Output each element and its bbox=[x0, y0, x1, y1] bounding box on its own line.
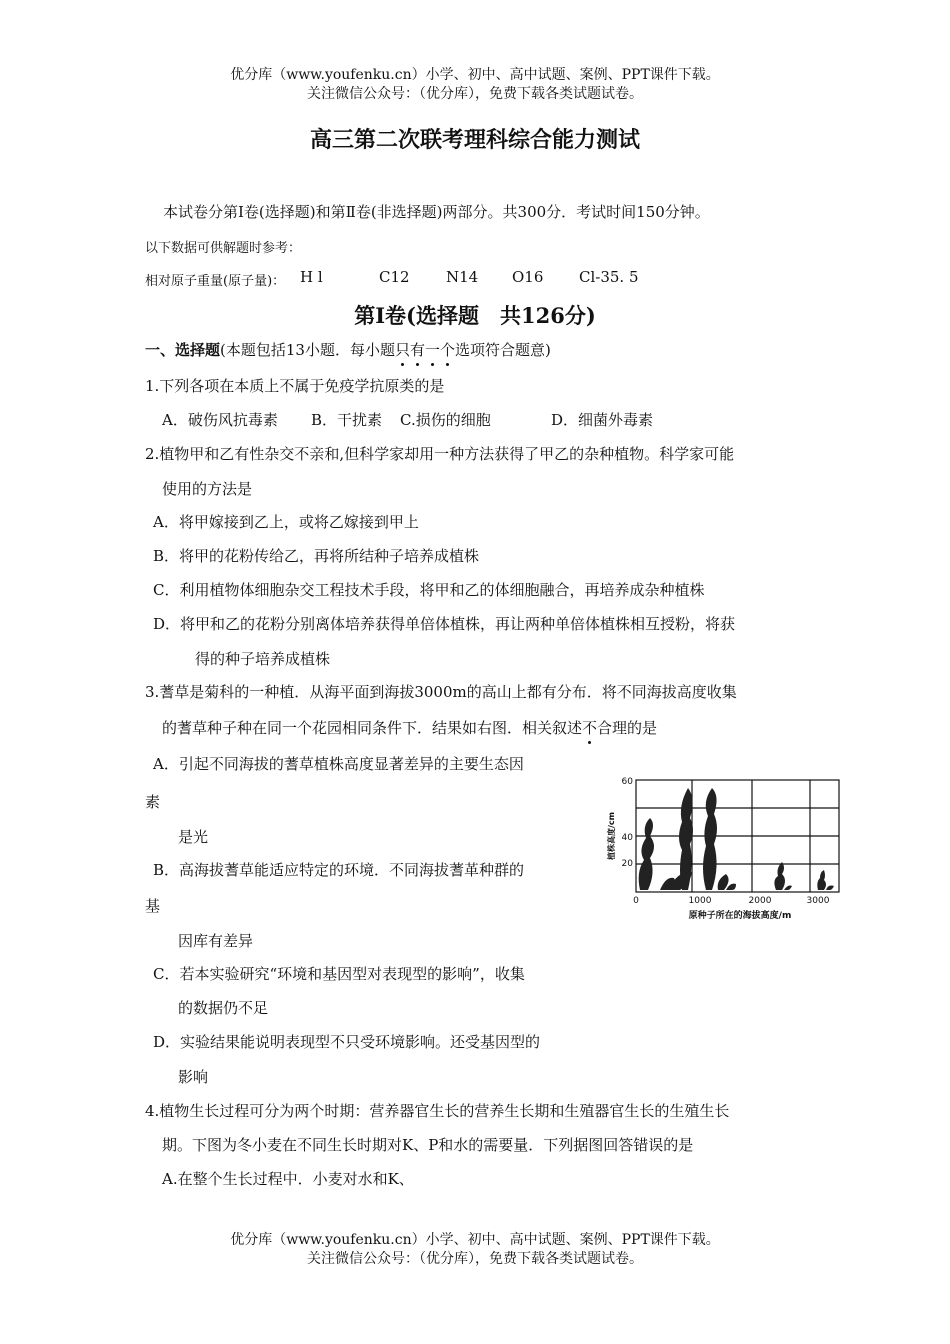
y-tick-label: 20 bbox=[621, 859, 633, 869]
atomic-mass-cl: Cl-35. 5 bbox=[579, 268, 639, 286]
q4-stem-line2: 期。下图为冬小麦在不同生长时期对K、P和水的需要量．下列据图回答错误的是 bbox=[162, 1136, 694, 1154]
q2-stem-line1: 2.植物甲和乙有性杂交不亲和,但科学家却用一种方法获得了甲乙的杂种植物。科学家可能 bbox=[145, 445, 735, 463]
plant-icon bbox=[774, 862, 792, 890]
q3-stem-line1: 3.蓍草是菊科的一种植．从海平面到海拔3000m的高山上都有分布．将不同海拔高度收集 bbox=[145, 683, 737, 701]
y-axis-label: 植株高度/cm bbox=[607, 812, 616, 860]
instruction-label: 一、选择题 bbox=[145, 341, 221, 359]
q1-option-c: C.损伤的细胞 bbox=[400, 411, 491, 429]
q1-option-a: A．破伤风抗毒素 bbox=[162, 411, 278, 429]
q1-option-b: B．干扰素 bbox=[311, 411, 383, 429]
reference-note: 以下数据可供解题时参考： bbox=[145, 241, 302, 256]
page-title: 高三第二次联考理科综合能力测试 bbox=[309, 127, 640, 153]
plant-drawings bbox=[639, 788, 834, 890]
footer-line-1: 优分库（www.youfenku.cn）小学、初中、高中试题、案例、PPT课件下载。 bbox=[230, 1232, 720, 1248]
footer-line-2: 关注微信公众号：（优分库），免费下载各类试题试卷。 bbox=[307, 1251, 643, 1267]
header-line-2: 关注微信公众号：（优分库），免费下载各类试题试卷。 bbox=[307, 86, 643, 102]
q3-option-d-line1: D．实验结果能说明表现型不只受环境影响。还受基因型的 bbox=[153, 1033, 541, 1051]
intro-text: 本试卷分第Ⅰ卷(选择题)和第Ⅱ卷(非选择题)两部分。共300分．考试时间150分钟。 bbox=[163, 203, 710, 221]
plant-icon bbox=[817, 870, 834, 890]
emphasis-char: 个 bbox=[440, 341, 456, 359]
section-instruction bbox=[145, 339, 551, 360]
q3-option-d-line2: 影响 bbox=[178, 1068, 209, 1086]
q2-option-d-line2: 得的种子培养成植株 bbox=[195, 650, 331, 668]
atomic-mass-c: C12 bbox=[379, 268, 410, 286]
x-tick-label: 0 bbox=[633, 896, 639, 906]
q3-option-c-line1: C．若本实验研究“环境和基因型对表现型的影响”，收集 bbox=[153, 965, 525, 983]
x-tick-label: 3000 bbox=[806, 896, 830, 906]
figure-grid bbox=[636, 780, 839, 892]
q2-stem-line2: 使用的方法是 bbox=[162, 480, 253, 498]
atomic-mass-o: O16 bbox=[512, 268, 544, 286]
q2-option-a: A．将甲嫁接到乙上，或将乙嫁接到甲上 bbox=[153, 513, 419, 531]
emphasis-char: 有 bbox=[409, 341, 425, 359]
q2-option-b: B．将甲的花粉传给乙，再将所结种子培养成植株 bbox=[153, 547, 480, 565]
q3-option-c-line2: 的数据仍不足 bbox=[178, 999, 269, 1017]
atomic-mass-h: H l bbox=[300, 268, 323, 286]
q3-option-a-line2: 素 bbox=[145, 793, 161, 811]
x-tick-label: 2000 bbox=[748, 896, 772, 906]
emphasis-char: 不 bbox=[582, 719, 598, 737]
q3-stem-line2 bbox=[162, 717, 657, 738]
instruction-part1: (本题包括13小题．每小题 bbox=[220, 341, 395, 359]
emphasis-char: 一 bbox=[425, 341, 441, 359]
plant-icon bbox=[639, 818, 654, 890]
atomic-mass-n: N14 bbox=[446, 268, 479, 286]
plant-height-figure bbox=[600, 770, 845, 925]
q1-option-d: D．细菌外毒素 bbox=[551, 411, 654, 429]
q3-option-b-line2: 基 bbox=[145, 897, 161, 915]
q2-option-c: C．利用植物体细胞杂交工程技术手段，将甲和乙的体细胞融合，再培养成杂种植株 bbox=[153, 581, 705, 599]
y-tick-label: 60 bbox=[621, 777, 633, 787]
atomic-mass-label: 相对原子重量(原子量)： bbox=[145, 274, 286, 289]
q4-option-a-partial: A.在整个生长过程中．小麦对水和K、 bbox=[162, 1170, 414, 1188]
emphasis-char: 只 bbox=[394, 341, 410, 359]
q3-option-a-line3: 是光 bbox=[178, 828, 209, 846]
q4-stem-line1: 4.植物生长过程可分为两个时期：营养器官生长的营养生长期和生殖器官生长的生殖生长 bbox=[145, 1102, 730, 1120]
q1-stem: 1.下列各项在本质上不属于免疫学抗原类的是 bbox=[145, 377, 445, 395]
q2-option-d-line1: D．将甲和乙的花粉分别离体培养获得单倍体植株，再让两种单倍体植株相互授粉，将获 bbox=[153, 615, 736, 633]
q3-stem-line2-post: 合理的是 bbox=[597, 719, 658, 737]
plant-icon bbox=[718, 874, 736, 890]
section-title: 第Ⅰ卷(选择题 共126分) bbox=[354, 303, 596, 328]
instruction-part2: 选项符合题意) bbox=[455, 341, 551, 359]
x-axis-label: 原种子所在的海拔高度/m bbox=[688, 911, 792, 921]
q3-option-b-line1: B．高海拔蓍草能适应特定的环境．不同海拔蓍革种群的 bbox=[153, 861, 525, 879]
q3-stem-line2-pre: 的蓍草种子种在同一个花园相同条件下．结果如右图．相关叙述 bbox=[162, 719, 583, 737]
x-tick-label: 1000 bbox=[688, 896, 712, 906]
header-line-1: 优分库（www.youfenku.cn）小学、初中、高中试题、案例、PPT课件下载。 bbox=[230, 67, 720, 83]
q3-option-b-line3: 因库有差异 bbox=[178, 932, 254, 950]
y-tick-label: 40 bbox=[621, 833, 633, 843]
q3-option-a-line1: A．引起不同海拔的蓍草植株高度显著差异的主要生态因 bbox=[153, 755, 524, 773]
plant-icon bbox=[703, 788, 717, 890]
